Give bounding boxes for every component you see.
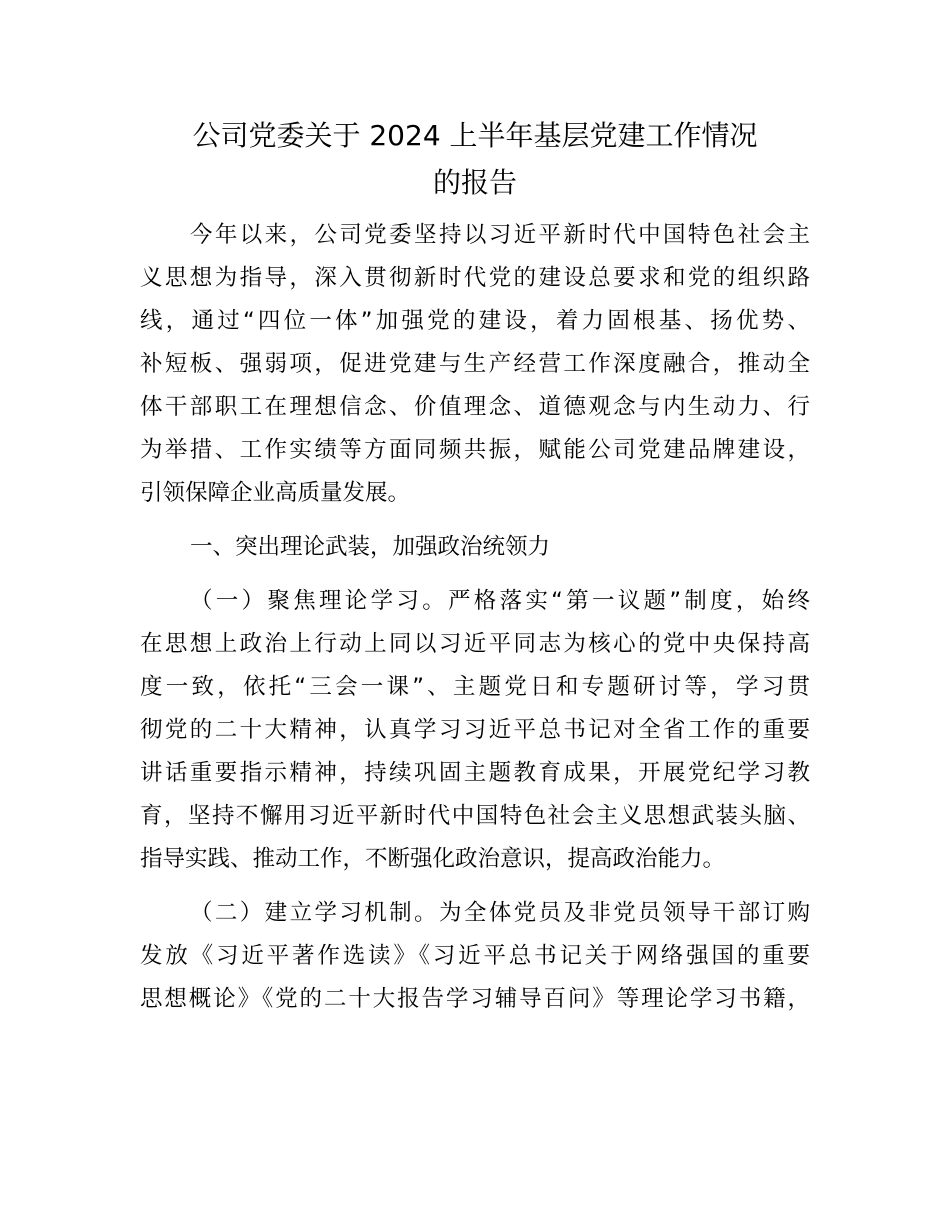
title-line-2: 的报告 [432,166,517,199]
paragraph-1-line-7: 引领保障企业高质量发展。 [140,480,411,506]
paragraph-2-line-4: 彻党的二十大精神，认真学习习近平总书记对全省工作的重要 [140,717,810,743]
paragraph-2-line-2: 在思想上政治上行动上同以习近平同志为核心的党中央保持高 [140,631,810,657]
paragraph-1-line-4: 补短板、强弱项，促进党建与生产经营工作深度融合，推动全 [140,351,810,377]
paragraph-3-line-3: 思想概论》《党的二十大报告学习辅导百问》等理论学习书籍， [140,986,810,1012]
paragraph-2-line-7: 指导实践、推动工作，不断强化政治意识，提高政治能力。 [140,846,726,872]
paragraph-1-line-5: 体干部职工在理想信念、价值理念、道德观念与内生动力、行 [140,394,810,420]
paragraph-2-line-3: 度一致，依托“三会一课”、主题党日和专题研讨等，学习贯 [140,674,810,700]
paragraph-1-line-6: 为举措、工作实绩等方面同频共振，赋能公司党建品牌建设， [140,437,810,463]
paragraph-3-line-2: 发放《习近平著作选读》《习近平总书记关于网络强国的重要 [140,943,810,969]
paragraph-2-line-6: 育，坚持不懈用习近平新时代中国特色社会主义思想武装头脑、 [140,803,810,829]
paragraph-1-line-2: 义思想为指导，深入贯彻新时代党的建设总要求和党的组织路 [140,265,810,291]
paragraph-3-line-1: （二）建立学习机制。为全体党员及非党员领导干部订购 [190,900,810,926]
paragraph-1-line-3: 线，通过“四位一体”加强党的建设，着力固根基、扬优势、 [140,308,810,334]
paragraph-2-line-1: （一）聚焦理论学习。严格落实“第一议题”制度，始终 [190,588,810,614]
paragraph-2-line-5: 讲话重要指示精神，持续巩固主题教育成果，开展党纪学习教 [140,760,810,786]
paragraph-1-line-1: 今年以来，公司党委坚持以习近平新时代中国特色社会主 [190,222,810,248]
title-line-1: 公司党委关于 2024 上半年基层党建工作情况 [192,119,758,152]
section-heading-1: 一、突出理论武装，加强政治统领力 [190,534,551,560]
